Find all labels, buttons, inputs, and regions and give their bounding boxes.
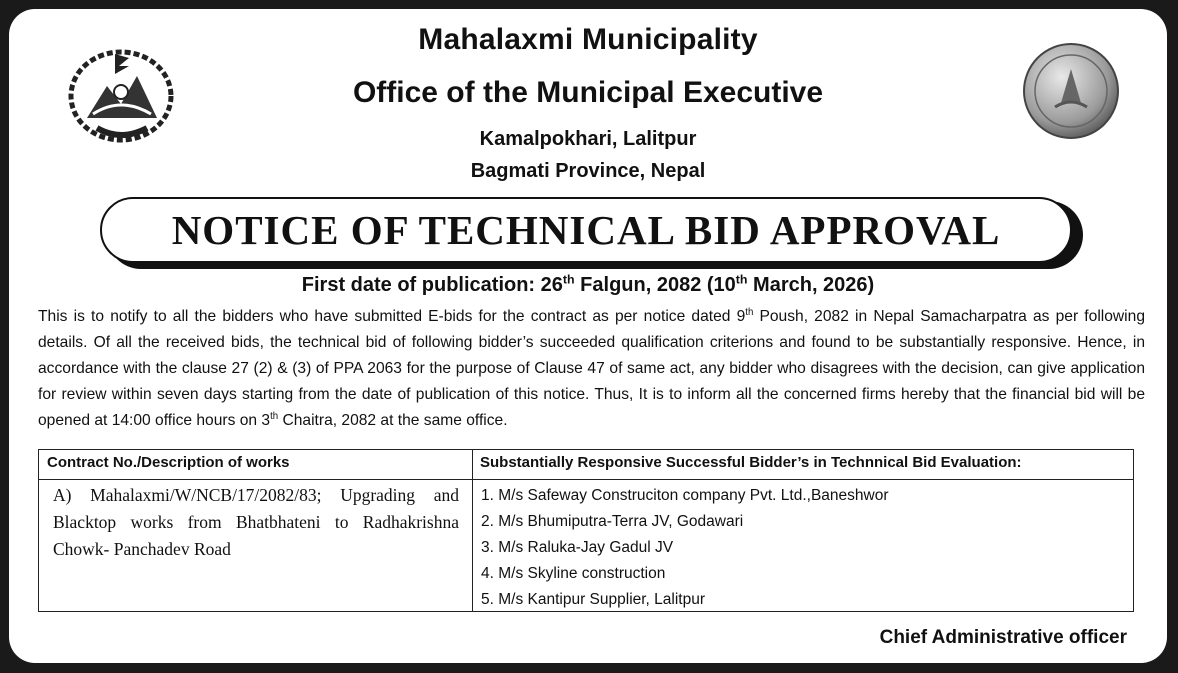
office-province: Bagmati Province, Nepal <box>470 160 706 182</box>
list-item: 1. M/s Safeway Construciton company Pvt. Ltd.,Baneshwor <box>481 487 889 504</box>
table-header-divider <box>39 479 1133 480</box>
office-name: Office of the Municipal Executive <box>352 76 824 109</box>
list-item: 5. M/s Kantipur Supplier, Lalitpur <box>481 591 706 608</box>
notice-page <box>9 9 1167 663</box>
municipality-name: Mahalaxmi Municipality <box>418 23 758 56</box>
publication-date: First date of publication: 26th Falgun, 2082 (10th March, 2026) <box>301 272 875 296</box>
bid-table <box>38 449 1134 612</box>
bidder-list <box>481 483 889 613</box>
contract-description: A) Mahalaxmi/W/NCB/17/2082/83; Upgrading and Blacktop works from Bhatbhateni to Radhakrishna Chowk- Panchadev Road <box>53 485 459 559</box>
office-address: Kamalpokhari, Lalitpur <box>479 128 697 150</box>
notice-title: NOTICE OF TECHNICAL BID APPROVAL <box>171 207 1001 253</box>
table-header-bidders: Substantially Responsive Successful Bidder’s in Technnical Bid Evaluation: <box>480 454 1022 471</box>
signatory-title: Chief Administrative officer <box>879 627 1127 648</box>
notice-body: This is to notify to all the bidders who have submitted E-bids for the contract as per notice dated 9th Poush, 2082 in Nepal Samacharpatra as per following details. Of all the received bids, the technical bid of following bidder’s succeeded qualification criterions and found to be substantially responsive. Hence, in accordance with the clause 27 (2) & (3) of PPA 2063 for the purpose of Clause 47 of same act, any bidder who disagrees with the decision, can give application for review within seven days starting from the date of publication of this notice. Thus, It is to inform all the concerned firms hereby that the financial bid will be opened at 14:00 office hours on 3th Chaitra, 2082 at the same office. <box>38 306 1145 429</box>
list-item: 2. M/s Bhumiputra-Terra JV, Godawari <box>481 513 744 530</box>
list-item: 4. M/s Skyline construction <box>481 565 666 582</box>
table-column-divider <box>472 450 473 611</box>
table-header-contract: Contract No./Description of works <box>47 454 290 471</box>
list-item: 3. M/s Raluka-Jay Gadul JV <box>481 539 674 556</box>
